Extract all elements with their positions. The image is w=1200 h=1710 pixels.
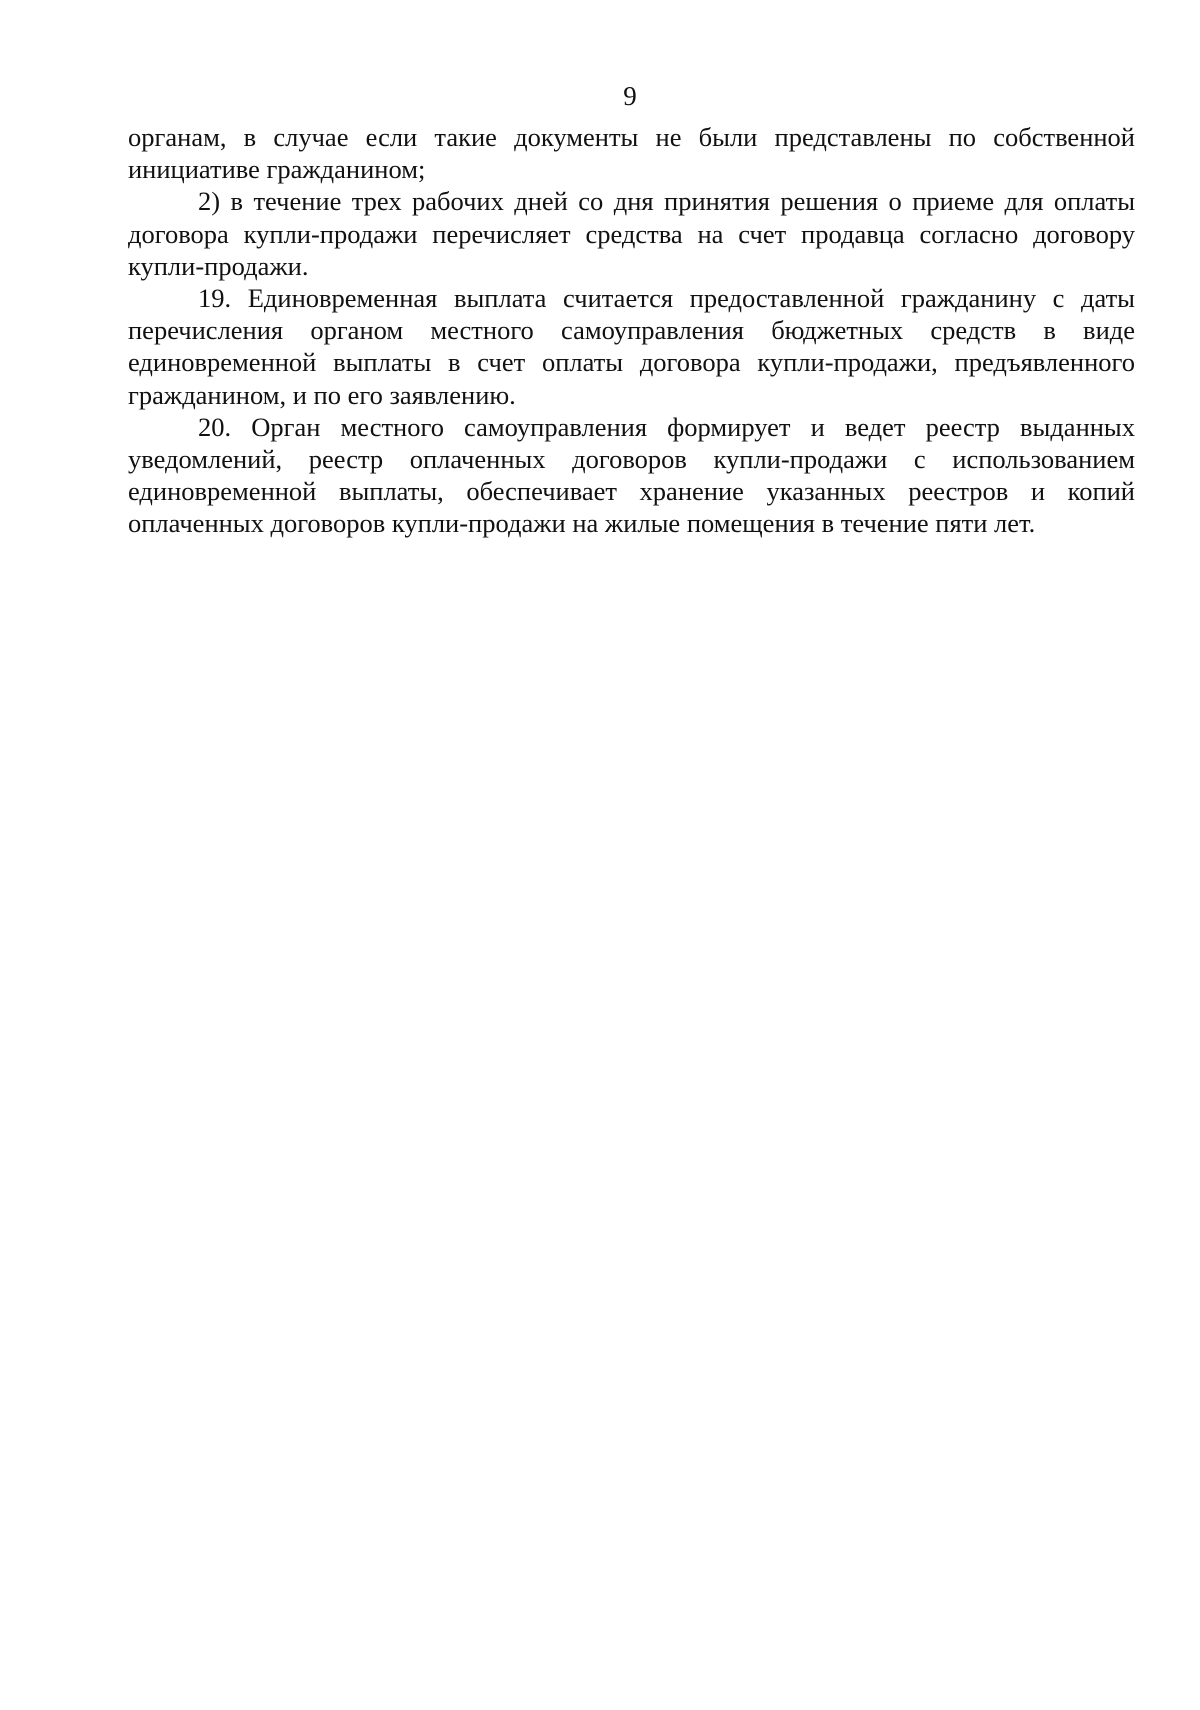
paragraph-item-2: 2) в течение трех рабочих дней со дня принятия решения о приеме для оплаты договора купли-продажи перечисляет средства на счет продавца согласно договору купли-продажи. [128, 186, 1135, 281]
paragraph-section-20: 20. Орган местного самоуправления формирует и ведет реестр выданных уведомлений, реестр оплаченных договоров купли-продажи с использованием единовременной выплаты, обеспечивает хранение указанных реестров и копий оплаченных договоров купли-продажи на жилые помещения в течение пяти лет. [128, 411, 1135, 539]
paragraph-section-19: 19. Единовременная выплата считается предоставленной гражданину с даты перечисления органом местного самоуправления бюджетных средств в виде единовременной выплаты в счет оплаты договора купли-продажи, предъявленного гражданином, и по его заявлению. [128, 283, 1135, 410]
document-body [128, 121, 1135, 540]
paragraph-continuation: органам, в случае если такие документы не были представлены по собственной инициативе гражданином; [128, 122, 1135, 185]
page-number: 9 [623, 81, 637, 111]
